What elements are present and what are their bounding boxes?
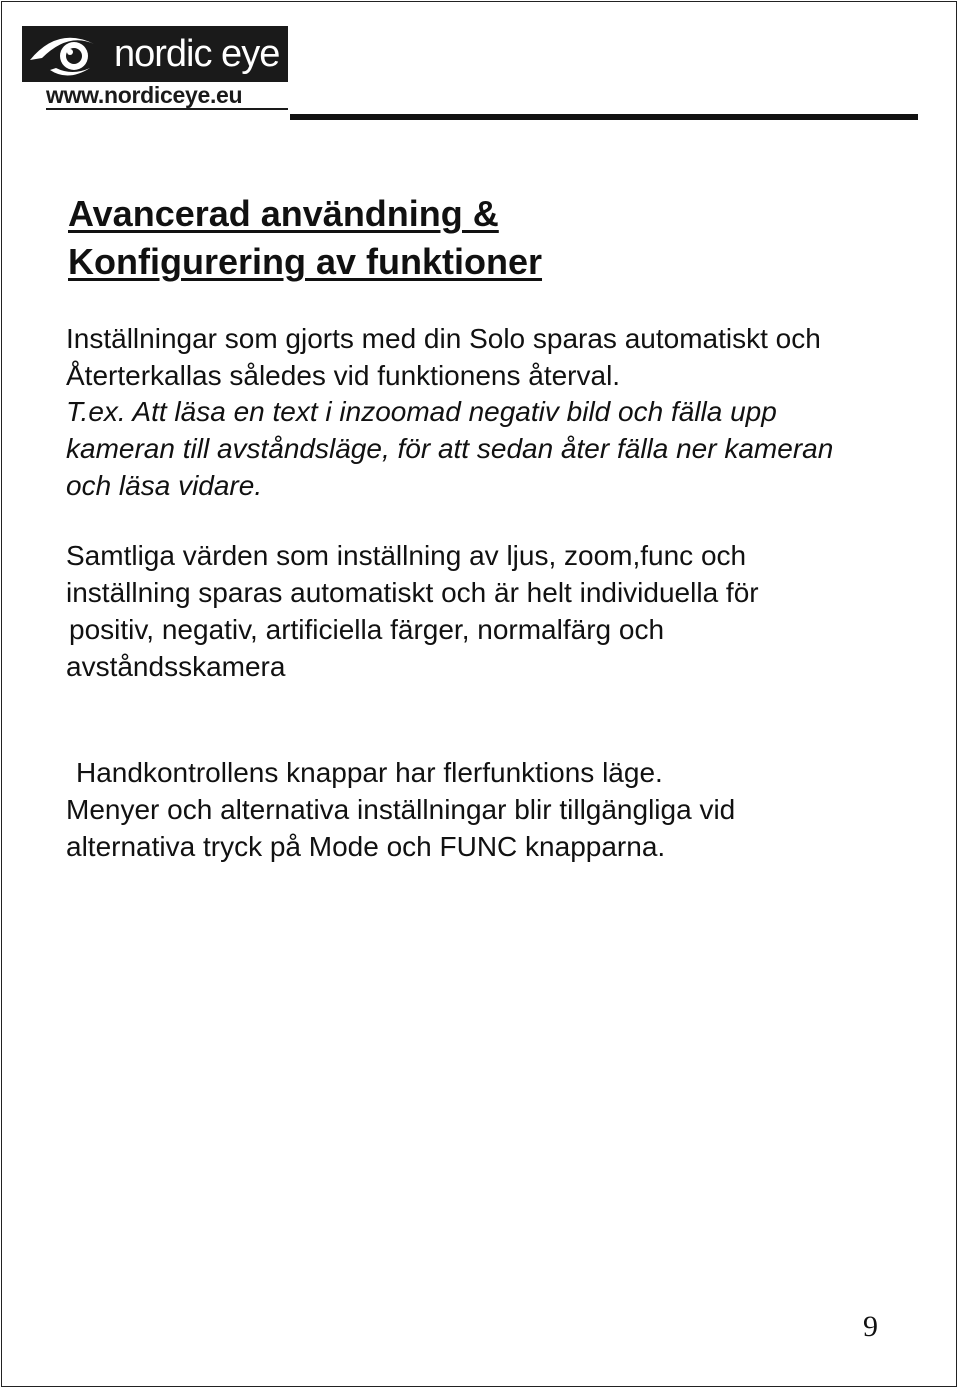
page-number: 9 <box>863 1310 878 1343</box>
header-rule <box>290 114 918 120</box>
paragraph-hand-control <box>66 754 936 865</box>
eye-icon <box>28 30 118 80</box>
page-title <box>68 190 542 286</box>
title-line-2: Konfigurering av funktioner <box>68 241 543 282</box>
title-line-1: Avancerad användning & <box>68 193 499 234</box>
paragraph-line: Återterkallas således vid funktionens återval. <box>66 360 621 391</box>
paragraph-line: Menyer och alternativa inställningar blir tillgängliga vid <box>66 794 736 825</box>
paragraph-line: inställning sparas automatiskt och är helt individuella för <box>66 577 759 608</box>
paragraph-line: kameran till avståndsläge, för att sedan åter fälla ner kameran <box>66 433 834 464</box>
paragraph-line: och läsa vidare. <box>66 470 263 501</box>
logo-wordmark: nordic eye <box>114 33 280 75</box>
paragraph-line: T.ex. Att läsa en text i inzoomad negativ bild och fälla upp <box>66 396 777 427</box>
paragraph-line: Inställningar som gjorts med din Solo sparas automatiskt och <box>66 323 821 354</box>
paragraph-line: Handkontrollens knappar har flerfunktions läge. <box>76 757 663 788</box>
paragraph-line: alternativa tryck på Mode och FUNC knapparna. <box>66 831 666 862</box>
paragraph-line: avståndsskamera <box>66 651 286 682</box>
logo-banner <box>22 26 288 82</box>
nordic-eye-logo <box>22 26 288 108</box>
paragraph-line: Samtliga värden som inställning av ljus, zoom,func och <box>66 540 747 571</box>
paragraph-line: positiv, negativ, artificiella färger, normalfärg och <box>69 614 665 645</box>
logo-url: www.nordiceye.eu <box>46 82 288 110</box>
paragraph-example <box>66 393 936 504</box>
paragraph-settings-saved <box>66 320 936 394</box>
paragraph-all-values <box>66 537 936 685</box>
